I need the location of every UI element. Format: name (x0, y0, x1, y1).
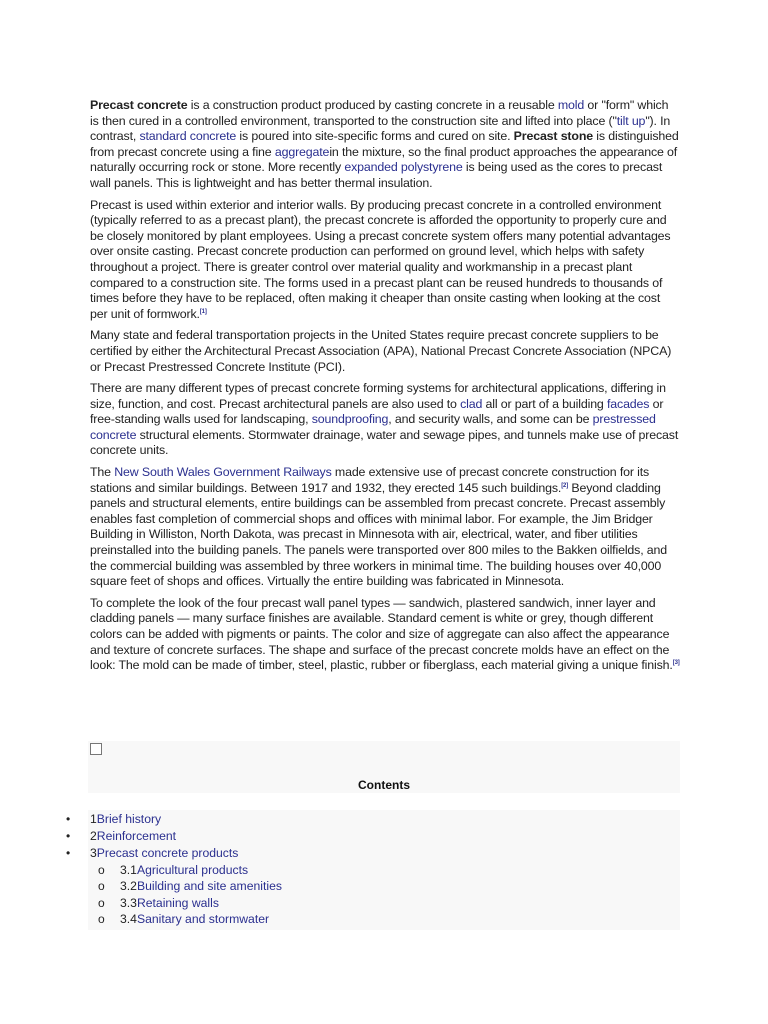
toc-title: Contents (358, 778, 410, 792)
article-paragraph (90, 465, 680, 590)
bold-term: Precast stone (513, 129, 593, 144)
text-run: is distinguished from precast concrete using a fine (90, 129, 679, 159)
toc-sub-bullet: o (98, 896, 105, 910)
toc-link[interactable]: Precast concrete products (96, 846, 239, 860)
toc-bullet: • (66, 846, 71, 860)
toc-sub-bullet: o (98, 879, 105, 893)
toc-item-reinforcement[interactable] (90, 828, 176, 844)
text-run: or "form" which is then cured in a controlled environment, transported to the construction site and lifted into place (" (90, 98, 669, 128)
toc-link[interactable]: Brief history (96, 812, 162, 826)
article-paragraph (90, 328, 680, 375)
text-run: There are many different types of precast concrete forming systems for architectural applications, differing in size, function, and cost. Precast architectural panels are also used to (90, 381, 666, 411)
text-run: , and security walls, and some can be (388, 412, 593, 427)
wiki-link[interactable]: clad (460, 396, 483, 411)
toc-number: 3 (90, 846, 97, 860)
bold-term: Precast concrete (90, 98, 188, 112)
wiki-link[interactable]: soundproofing (311, 412, 389, 427)
wiki-link[interactable]: standard concrete (139, 129, 237, 144)
text-run: is being used as the cores to precast wall panels. This is lightweight and has better thermal insulation. (90, 160, 663, 190)
citation-ref[interactable]: [3] (672, 660, 680, 667)
wiki-link[interactable]: aggregate (274, 144, 330, 159)
article-paragraph (90, 98, 680, 192)
wiki-link[interactable]: New South Wales Government Railways (114, 465, 332, 480)
text-run: Beyond cladding panels and structural elements, entire buildings can be assembled from precast concrete. Precast assembly enables fast completion of commercial shops and offices with minimal labor. For example, the Jim Bridger Building in Williston, North Dakota, was precast in Minnesota with air, electrical, water, and fiber utilities preinstalled into the building panels. The panels were transported over 800 miles to the Bakken oilfields, and the commercial building was assembled by three workers in minimal time. The building houses over 40,000 square feet of shops and offices. Virtually the entire building was fabricated in Minnesota. (90, 480, 668, 589)
toc-item-retaining-walls[interactable] (120, 895, 219, 911)
toc-number: 3.1 (120, 863, 137, 877)
text-run: Precast is used within exterior and interior walls. By producing precast concrete in a controlled environment (typically referred to as a precast plant), the precast concrete is afforded the opportunity to properly cure and be closely monitored by plant employees. Using a precast concrete system offers many potential advantages over onsite casting. Precast concrete production can performed on ground level, which helps with safety throughout a project. There is greater control over material quality and workmanship in a precast plant compared to a construction site. The forms used in a precast plant can be reused hundreds to thousands of times before they have to be replaced, often making it cheaper than onsite casting when looking at the cost per unit of formwork. (90, 197, 671, 321)
toc-sub-bullet: o (98, 863, 105, 877)
toc-number: 1 (90, 812, 97, 826)
text-run: Many state and federal transportation projects in the United States require precast concrete suppliers to be certified by either the Architectural Precast Association (APA), National Precast Concrete Association (NPCA) or Precast Prestressed Concrete Institute (PCI). (90, 328, 672, 374)
toc-bullet: • (66, 829, 71, 843)
toc-link[interactable]: Retaining walls (136, 896, 219, 910)
toc-number: 3.2 (120, 879, 137, 893)
text-run: is a construction product produced by casting concrete in a reusable (187, 98, 558, 112)
toc-item-building-site-amenities[interactable] (120, 878, 282, 894)
wiki-link[interactable]: facades (606, 396, 650, 411)
citation-ref[interactable]: [2] (561, 482, 569, 489)
text-run: made extensive use of precast concrete construction for its stations and similar buildings. Between 1917 and 1932, they erected 145 such buildings. (90, 465, 650, 495)
toc-number: 2 (90, 829, 97, 843)
text-run: To complete the look of the four precast wall panel types — sandwich, plastered sandwich, inner layer and cladding panels — many surface finishes are available. Standard cement is white or grey, though different colors can be added with pigments or paints. The color and size of aggregate can also affect the appearance and texture of concrete surfaces. The shape and surface of the precast concrete molds have an effect on the look: The mold can be made of timber, steel, plastic, rubber or fiberglass, each material giving a unique finish. (90, 595, 673, 673)
text-run: or free-standing walls used for landscaping, (90, 396, 664, 427)
text-run: "). In contrast, (90, 113, 671, 144)
toc-link[interactable]: Building and site amenities (136, 879, 282, 893)
wiki-link[interactable]: mold (557, 98, 585, 112)
toc-bullet: • (66, 812, 71, 826)
toc-number: 3.4 (120, 912, 137, 926)
article-paragraph (90, 381, 680, 459)
article-body (90, 98, 680, 680)
text-run: in the mixture, so the final product approaches the appearance of naturally occurring rock or stone. More recently (90, 144, 678, 175)
text-run: all or part of a building (482, 396, 607, 411)
wiki-link[interactable]: expanded polystyrene (344, 160, 463, 175)
text-run: is poured into site-specific forms and cured on site. (236, 129, 514, 144)
wiki-link[interactable]: prestressed concrete (90, 412, 656, 442)
toc-link[interactable]: Agricultural products (136, 863, 249, 877)
toc-item-agricultural-products[interactable] (120, 862, 248, 878)
toc-link[interactable]: Reinforcement (96, 829, 177, 843)
citation-ref[interactable]: [1] (199, 308, 207, 315)
toc-link[interactable]: Sanitary and stormwater (136, 912, 270, 926)
toc-item-brief-history[interactable] (90, 811, 161, 827)
text-run: The (90, 465, 115, 480)
toc-item-sanitary-stormwater[interactable] (120, 911, 269, 927)
article-paragraph (90, 596, 680, 674)
toc-toggle-checkbox[interactable] (90, 743, 102, 755)
toc-sub-bullet: o (98, 912, 105, 926)
article-paragraph (90, 198, 680, 323)
text-run: structural elements. Stormwater drainage, water and sewage pipes, and tunnels make use of precast concrete units. (90, 427, 679, 458)
toc-item-precast-products[interactable] (90, 845, 238, 861)
toc-number: 3.3 (120, 896, 137, 910)
wiki-link[interactable]: tilt up (616, 113, 646, 128)
